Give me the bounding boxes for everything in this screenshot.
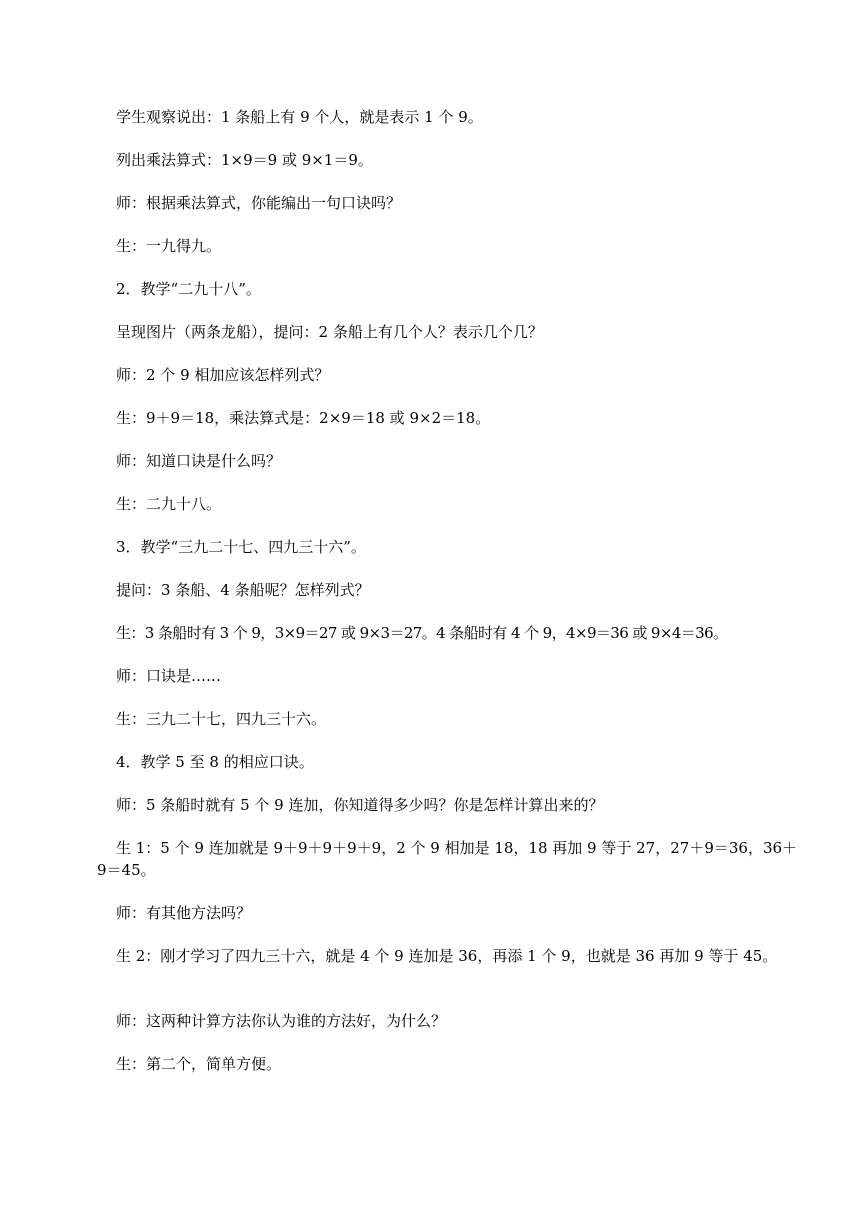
paragraph-22: 生：第二个，简单方便。: [116, 1055, 282, 1073]
paragraph-12: 提问：3 条船、4 条船呢？怎样列式？: [116, 581, 370, 599]
paragraph-11-heading: 3．教学“三九二十七、四九三十六”。: [116, 538, 366, 556]
paragraph-4: 生：一九得九。: [116, 237, 222, 255]
paragraph-10: 生：二九十八。: [116, 495, 222, 513]
paragraph-5-heading: 2．教学“二九十八”。: [116, 280, 261, 298]
paragraph-1: 学生观察说出：1 条船上有 9 个人，就是表示 1 个 9。: [116, 108, 483, 126]
paragraph-8: 生：9＋9＝18，乘法算式是：2×9＝18 或 9×2＝18。: [116, 409, 491, 427]
paragraph-17: 师：5 条船时就有 5 个 9 连加，你知道得多少吗？你是怎样计算出来的？: [116, 796, 604, 814]
paragraph-18: 生 1：5 个 9 连加就是 9＋9＋9＋9＋9，2 个 9 相加是 18，18 再加 9 等于 27，27＋9＝36，36＋9＝45。: [97, 839, 798, 879]
paragraph-14: 师：口诀是……: [116, 667, 222, 685]
paragraph-13: 生：3 条船时有 3 个 9，3×9＝27 或 9×3＝27。4 条船时有 4 个 9，4×9＝36 或 9×4＝36。: [116, 624, 728, 642]
paragraph-16-heading: 4．教学 5 至 8 的相应口诀。: [116, 753, 314, 771]
paragraph-15: 生：三九二十七，四九三十六。: [116, 710, 327, 728]
paragraph-21: 师：这两种计算方法你认为谁的方法好，为什么？: [116, 1012, 447, 1030]
paragraph-9: 师：知道口诀是什么吗？: [116, 452, 282, 470]
paragraph-6: 呈现图片（两条龙船），提问：2 条船上有几个人？表示几个几？: [116, 323, 543, 341]
paragraph-2: 列出乘法算式：1×9＝9 或 9×1＝9。: [116, 151, 373, 169]
paragraph-19: 师：有其他方法吗？: [116, 904, 252, 922]
paragraph-7: 师：2 个 9 相加应该怎样列式？: [116, 366, 330, 384]
paragraph-20: 生 2：刚才学习了四九三十六，就是 4 个 9 连加是 36，再添 1 个 9，也就是 36 再加 9 等于 45。: [116, 947, 778, 965]
paragraph-3: 师：根据乘法算式，你能编出一句口诀吗？: [116, 194, 402, 212]
